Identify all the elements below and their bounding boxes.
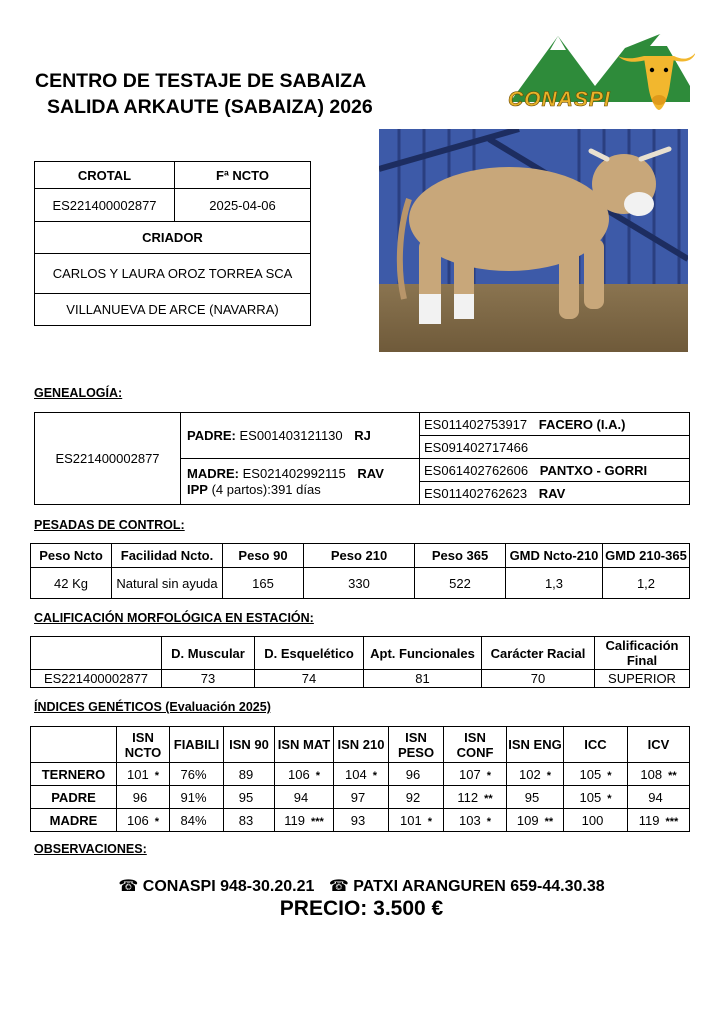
morfologia-heading: CALIFICACIÓN MORFOLÓGICA EN ESTACIÓN: [34,611,314,625]
pesadas-header: GMD Ncto-210 [506,544,603,568]
ipp-text: (4 partos):391 días [211,481,321,497]
significance-stars: * [315,769,320,782]
indices-table [30,726,690,832]
indices-cell: 109 ** [507,809,564,832]
indices-cell: 101 * [117,763,170,786]
padre-label: PADRE: [187,428,236,443]
morfologia-table [30,636,690,688]
indices-cell: 101 * [389,809,444,832]
indices-header: ISN 90 [224,727,275,763]
fncto-label: Fª NCTO [175,162,311,189]
pesadas-header: Peso Ncto [31,544,112,568]
genealogia-table [34,412,690,505]
conaspi-logo [500,30,695,116]
morfologia-header: Carácter Racial [482,637,595,670]
indices-cell: 107 * [444,763,507,786]
significance-stars: * [546,769,551,782]
morfologia-value: 70 [482,670,595,688]
contact-line [0,876,723,896]
significance-stars: * [154,769,159,782]
bull-photo [379,129,688,352]
indices-cell: 76% [170,763,224,786]
indices-cell: 97 [334,786,389,809]
indices-heading: ÍNDICES GENÉTICOS (Evaluación 2025) [34,700,271,714]
indices-cell: 92 [389,786,444,809]
criador-location: VILLANUEVA DE ARCE (NAVARRA) [35,294,311,326]
page-title: CENTRO DE TESTAJE DE SABAIZA [35,70,367,92]
indices-cell: 96 [117,786,170,809]
indices-cell: 94 [275,786,334,809]
significance-stars: ** [668,769,677,782]
pesadas-header: Peso 90 [223,544,304,568]
indices-cell: 119 *** [628,809,690,832]
indices-cell: 95 [224,786,275,809]
indices-cell: 108 ** [628,763,690,786]
genealogia-animal: ES221400002877 [35,413,181,505]
indices-row-label: TERNERO [31,763,117,786]
pesadas-value: 330 [304,568,415,599]
criador-label: CRIADOR [35,222,311,254]
morfologia-value: 73 [162,670,255,688]
abuela-2: ES011402762623 RAV [420,482,690,505]
pesadas-header: Peso 210 [304,544,415,568]
significance-stars: ** [544,815,554,828]
significance-stars: *** [665,815,679,828]
significance-stars: * [427,815,432,828]
morfologia-value: ES221400002877 [31,670,162,688]
contact-conaspi: CONASPI 948-30.20.21 [142,878,315,895]
price: PRECIO: 3.500 € [279,897,444,920]
morfologia-header: Apt. Funcionales [364,637,482,670]
padre-breed: RJ [354,428,371,443]
pesadas-table [30,543,690,599]
indices-cell: 105 * [564,763,628,786]
indices-header: ISN MAT [275,727,334,763]
genealogia-heading: GENEALOGÍA: [34,386,123,400]
pesadas-heading: PESADAS DE CONTROL: [34,518,185,532]
indices-cell: 105 * [564,786,628,809]
morfologia-header: D. Muscular [162,637,255,670]
indices-cell: 102 * [507,763,564,786]
significance-stars: * [486,769,491,782]
morfologia-header: Calificación Final [595,637,690,670]
indices-header: ISN PESO [389,727,444,763]
observaciones-heading: OBSERVACIONES: [34,842,147,856]
indices-cell: 119 *** [275,809,334,832]
pesadas-header: Facilidad Ncto. [112,544,223,568]
indices-cell: 89 [224,763,275,786]
page-subtitle: SALIDA ARKAUTE (SABAIZA) 2026 [47,96,373,118]
logo-text: CONASPI [508,88,611,111]
indices-cell: 95 [507,786,564,809]
criador-name: CARLOS Y LAURA OROZ TORREA SCA [35,254,311,294]
morfologia-value: 81 [364,670,482,688]
indices-cell: 94 [628,786,690,809]
indices-cell: 103 * [444,809,507,832]
indices-header: ICV [628,727,690,763]
indices-header: ISN NCTO [117,727,170,763]
morfologia-header [31,637,162,670]
morfologia-value: SUPERIOR [595,670,690,688]
pesadas-value: 522 [415,568,506,599]
pesadas-value: 1,2 [603,568,690,599]
indices-row [31,786,690,809]
madre-cell [181,459,420,505]
padre-cell [181,413,420,459]
significance-stars: ** [484,792,493,805]
padre-id: ES001403121130 [239,428,343,443]
indices-header: FIABILI [170,727,224,763]
madre-label: MADRE: [187,465,239,481]
indices-cell: 93 [334,809,389,832]
indices-header [31,727,117,763]
pesadas-value: 165 [223,568,304,599]
significance-stars: *** [310,815,324,828]
indices-cell: 91% [170,786,224,809]
indices-row-label: MADRE [31,809,117,832]
pesadas-header: Peso 365 [415,544,506,568]
ipp-label: IPP [187,481,208,497]
morfologia-header: D. Esquelético [255,637,364,670]
indices-header: ICC [564,727,628,763]
identity-table [34,161,311,326]
crotal-label: CROTAL [35,162,175,189]
indices-row [31,809,690,832]
significance-stars: * [486,815,491,828]
indices-header: ISN ENG [507,727,564,763]
contact-patxi: PATXI ARANGUREN 659-44.30.38 [353,878,605,895]
morfologia-value: 74 [255,670,364,688]
indices-cell: 100 [564,809,628,832]
abuelo-1: ES011402753917 FACERO (I.A.) [420,413,690,436]
significance-stars: * [607,769,612,782]
indices-cell: 83 [224,809,275,832]
indices-header: ISN 210 [334,727,389,763]
indices-cell: 112 ** [444,786,507,809]
indices-cell: 96 [389,763,444,786]
significance-stars: * [607,792,612,805]
crotal-value: ES221400002877 [35,189,175,222]
abuela-1: ES091402717466 [420,436,690,459]
significance-stars: * [154,815,159,828]
pesadas-value: Natural sin ayuda [112,568,223,599]
phone-icon: ☎ [118,878,139,895]
indices-row-label: PADRE [31,786,117,809]
abuelo-2: ES061402762606 PANTXO - GORRI [420,459,690,482]
indices-cell: 84% [170,809,224,832]
phone-icon: ☎ [328,878,349,895]
madre-id: ES021402992115 [242,465,346,481]
madre-breed: RAV [357,465,384,481]
indices-cell: 104 * [334,763,389,786]
indices-header: ISN CONF [444,727,507,763]
significance-stars: * [372,769,377,782]
pesadas-value: 42 Kg [31,568,112,599]
fncto-value: 2025-04-06 [175,189,311,222]
pesadas-value: 1,3 [506,568,603,599]
indices-cell: 106 * [117,809,170,832]
pesadas-header: GMD 210-365 [603,544,690,568]
indices-row [31,763,690,786]
indices-cell: 106 * [275,763,334,786]
